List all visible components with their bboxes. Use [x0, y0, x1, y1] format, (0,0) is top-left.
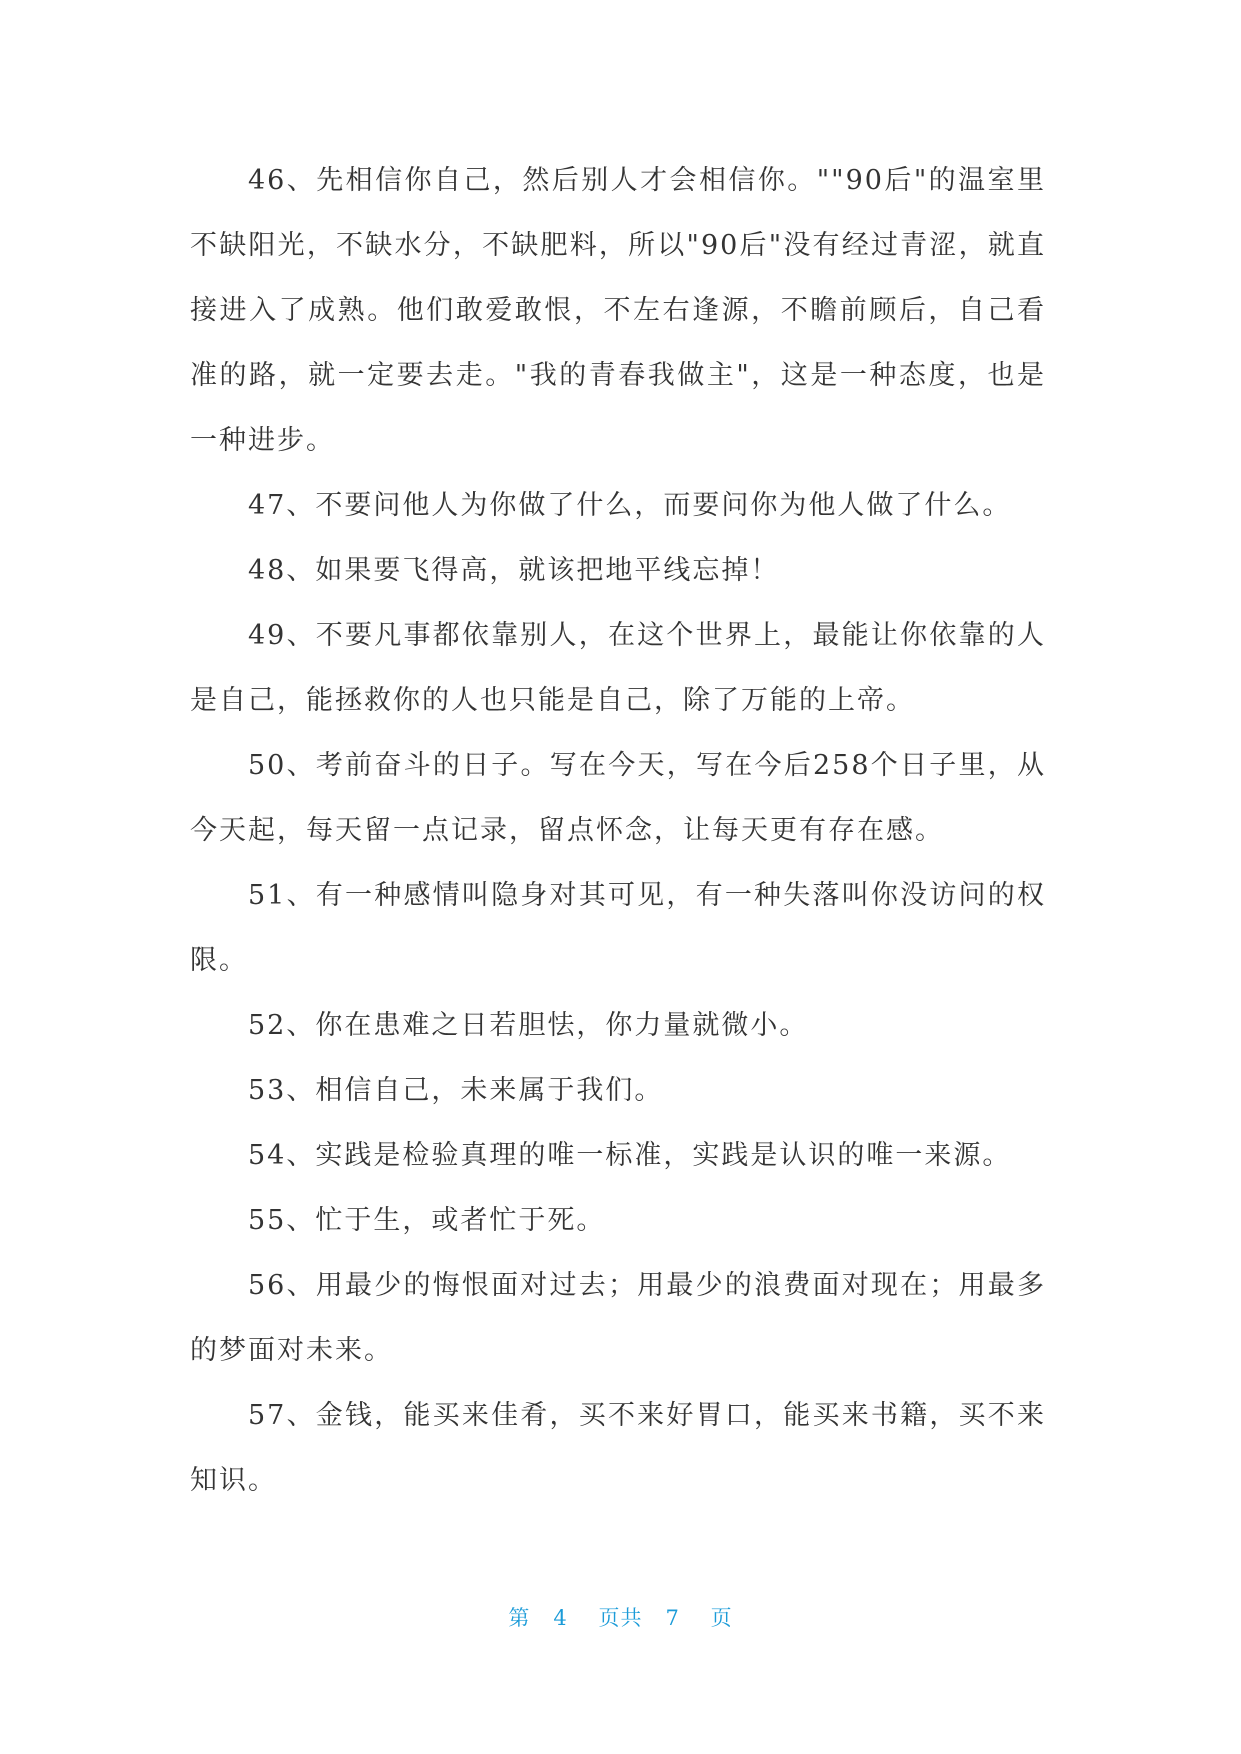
paragraph-50: 50、考前奋斗的日子。写在今天，写在今后258个日子里，从今天起，每天留一点记录，留点怀念，让每天更有存在感。 [190, 750, 1046, 846]
footer-middle: 页共 [598, 1606, 643, 1630]
paragraph-55: 55、忙于生，或者忙于死。 [248, 1205, 606, 1236]
paragraph-48: 48、如果要飞得高，就该把地平线忘掉！ [248, 555, 780, 586]
paragraph-47: 47、不要问他人为你做了什么，而要问你为他人做了什么。 [248, 490, 1012, 521]
paragraph-49: 49、不要凡事都依靠别人，在这个世界上，最能让你依靠的人是自己，能拯救你的人也只能是自己，除了万能的上帝。 [190, 620, 1046, 716]
paragraph-52: 52、你在患难之日若胆怯，你力量就微小。 [248, 1010, 809, 1041]
paragraph-57: 57、金钱，能买来佳肴，买不来好胃口，能买来书籍，买不来知识。 [190, 1400, 1046, 1496]
footer-prefix: 第 [508, 1606, 531, 1630]
paragraph-56: 56、用最少的悔恨面对过去；用最少的浪费面对现在；用最多的梦面对未来。 [190, 1270, 1046, 1366]
page-content [190, 148, 1046, 1513]
page-number-footer [0, 1602, 1241, 1632]
footer-total-pages: 7 [665, 1606, 680, 1630]
paragraph-53: 53、相信自己，未来属于我们。 [248, 1075, 664, 1106]
footer-current-page: 4 [553, 1606, 568, 1630]
paragraph-54: 54、实践是检验真理的唯一标准，实践是认识的唯一来源。 [248, 1140, 1012, 1171]
paragraph-46: 46、先相信你自己，然后别人才会相信你。""90后"的温室里不缺阳光，不缺水分，不缺肥料，所以"90后"没有经过青涩，就直接进入了成熟。他们敢爱敢恨，不左右逢源，不瞻前顾后，自己看准的路，就一定要去走。"我的青春我做主"，这是一种态度，也是一种进步。 [190, 165, 1046, 456]
footer-suffix: 页 [710, 1606, 733, 1630]
paragraph-51: 51、有一种感情叫隐身对其可见，有一种失落叫你没访问的权限。 [190, 880, 1046, 976]
